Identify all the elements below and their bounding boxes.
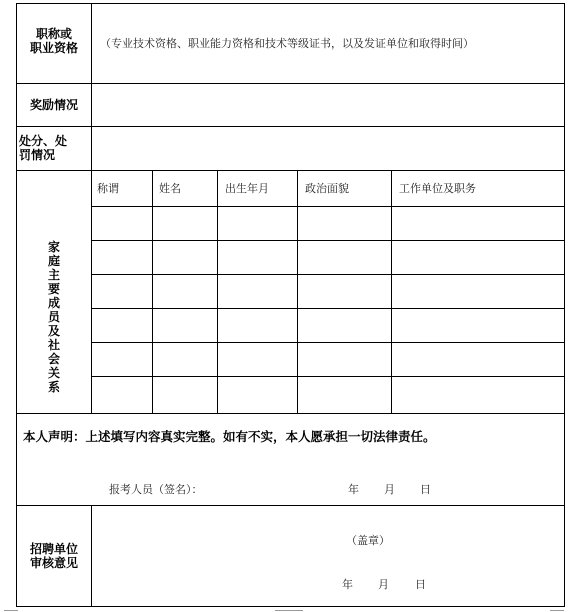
registration-form-table xyxy=(16,3,565,608)
family-label-char: 社 xyxy=(47,338,60,352)
family-col-political: 政治面貌 xyxy=(305,182,349,195)
family-row-divider xyxy=(91,274,565,275)
family-label-char: 会 xyxy=(47,352,60,366)
family-column-divider xyxy=(217,170,218,414)
review-label-line2: 审核意见 xyxy=(29,556,78,570)
row-divider xyxy=(16,83,565,84)
family-column-divider xyxy=(391,170,392,414)
punishment-label-line2: 罚情况 xyxy=(19,148,56,162)
label-column-divider xyxy=(91,3,92,414)
family-label-char: 庭 xyxy=(47,254,60,268)
family-label-char: 及 xyxy=(47,324,60,338)
table-border-bottom xyxy=(16,606,565,607)
family-label-char: 家 xyxy=(47,240,60,254)
family-row-divider xyxy=(91,308,565,309)
family-label-char: 主 xyxy=(47,268,60,282)
row-divider xyxy=(16,170,565,171)
family-label-char: 员 xyxy=(47,310,60,324)
row-divider xyxy=(16,126,565,127)
page-edge-tick xyxy=(550,610,564,611)
declaration-day: 日 xyxy=(420,483,431,496)
qualification-label xyxy=(22,27,86,55)
table-border-top xyxy=(16,3,565,4)
review-month: 月 xyxy=(378,578,389,591)
family-col-birth: 出生年月 xyxy=(225,182,269,195)
table-border-right xyxy=(564,3,565,607)
row-divider xyxy=(16,413,565,414)
family-row-divider xyxy=(91,206,565,207)
punishment-label xyxy=(19,134,87,162)
table-border-left xyxy=(16,3,17,607)
family-col-name: 姓名 xyxy=(159,182,181,195)
page-edge-tick xyxy=(275,610,303,611)
qualification-label-line2: 职业资格 xyxy=(29,41,78,55)
review-seal: （盖章） xyxy=(346,534,390,547)
family-row-divider xyxy=(91,342,565,343)
review-label xyxy=(22,542,86,570)
review-year: 年 xyxy=(342,578,353,591)
qualification-label-line1: 职称或 xyxy=(35,27,72,41)
family-column-divider xyxy=(297,170,298,414)
family-label-char: 关 xyxy=(47,366,60,380)
row-divider xyxy=(16,505,565,506)
page-edge-tick xyxy=(4,610,18,611)
family-label-char: 要 xyxy=(47,282,60,296)
family-row-divider xyxy=(91,376,565,377)
family-col-employer: 工作单位及职务 xyxy=(399,182,476,195)
declaration-text: 本人声明：上述填写内容真实完整。如有不实，本人愿承担一切法律责任。 xyxy=(23,429,436,444)
awards-label: 奖励情况 xyxy=(29,98,78,112)
review-label-line1: 招聘单位 xyxy=(29,542,78,556)
family-column-divider xyxy=(152,170,153,414)
signer-label: 报考人员（签名）： xyxy=(109,483,203,496)
family-label-char: 成 xyxy=(47,296,60,310)
family-label xyxy=(47,240,61,394)
declaration-year: 年 xyxy=(348,483,359,496)
family-col-relation: 称谓 xyxy=(97,182,119,195)
punishment-label-line1: 处分、处 xyxy=(19,134,68,148)
family-row-divider xyxy=(91,240,565,241)
declaration-month: 月 xyxy=(384,483,395,496)
review-day: 日 xyxy=(415,578,426,591)
label-column-divider xyxy=(91,505,92,607)
family-label-char: 系 xyxy=(47,380,60,394)
qualification-hint: （专业技术资格、职业能力资格和技术等级证书，以及发证单位和取得时间） xyxy=(100,37,474,50)
